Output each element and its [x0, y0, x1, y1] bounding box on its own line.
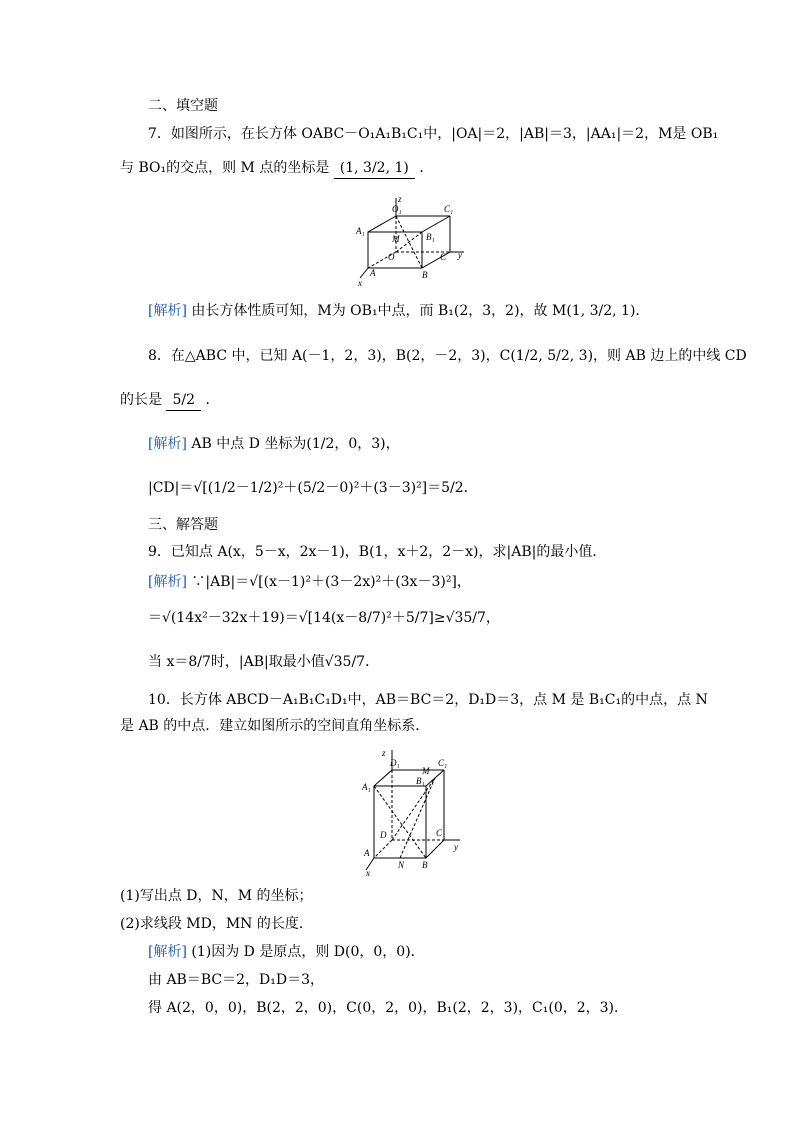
q10-line2: 是 AB 的中点．建立如图所示的空间直角坐标系． [120, 718, 430, 734]
q10-part2: (2)求线段 MD，MN 的长度． [120, 916, 313, 932]
q7-answer: (1, 3/2, 1) [334, 158, 415, 179]
q9-solution-1 [148, 572, 471, 592]
q7-line2-prefix: 与 BO₁的交点，则 M 点的坐标是 [120, 160, 330, 176]
fig2-label-b: B [422, 860, 428, 870]
q10-solution-1-text: (1)因为 D 是原点，则 D(0，0，0)． [191, 944, 425, 960]
fig1-label-m: M [392, 234, 400, 244]
q7-solution-text: 由长方体性质可知，M为 OB₁中点，而 B₁(2，3，2)，故 M(1, 3/2, 1)． [191, 303, 650, 319]
q8-answer: 5/2 [166, 390, 201, 411]
q8-line2 [120, 390, 219, 411]
fig2-label-c1: C₁ [438, 758, 448, 768]
q9-line1: 9．已知点 A(x，5－x，2x－1)，B(1，x＋2，2－x)，求|AB|的最小值． [148, 544, 607, 560]
fig2-label-d: D [380, 830, 387, 840]
fig1-label-z: z [398, 194, 402, 204]
q10-solution-1 [148, 942, 425, 962]
q9-solution-tag: [解析] [148, 574, 187, 590]
fig1-label-y: y [458, 250, 462, 260]
fig1-label-b1: B₁ [426, 232, 435, 242]
q10-solution-3: 得 A(2，0，0)，B(2，2，0)，C(0，2，0)，B₁(2，2，3)，C₁(0，2，3)． [148, 1000, 629, 1016]
q9-solution-2: ＝√(14x²－32x＋19)＝√[14(x－8/7)²＋5/7]≥√35/7， [148, 610, 500, 626]
q8-line2-prefix: 的长是 [120, 392, 162, 408]
q7-line2-suffix: ． [419, 160, 434, 176]
fig2-label-a: A [364, 848, 370, 858]
section-fill-blank: 二、填空题 [148, 98, 218, 114]
q10-solution-tag: [解析] [148, 944, 187, 960]
fig1-label-o: O [388, 252, 395, 262]
cuboid-figure-2 [360, 744, 470, 878]
fig2-label-y: y [454, 842, 458, 852]
q7-line2 [120, 158, 433, 179]
q8-line2-suffix: ． [205, 392, 220, 408]
fig2-label-x: x [366, 868, 370, 878]
fig1-label-c1: C₁ [444, 204, 454, 214]
fig2-label-c: C [436, 828, 443, 838]
q7-solution [148, 301, 649, 321]
q8-solution-1-text: AB 中点 D 坐标为(1/2，0，3)， [191, 436, 400, 452]
fig1-label-o1: O₁ [392, 204, 402, 214]
fig1-label-b: B [422, 270, 428, 280]
fig1-label-a: A [370, 268, 376, 278]
q7-solution-tag: [解析] [148, 303, 187, 319]
fig2-label-z: z [382, 748, 386, 758]
q9-solution-1-text: ∵|AB|＝√[(x－1)²＋(3－2x)²＋(3x－3)²]， [191, 574, 471, 590]
fig1-label-x: x [358, 278, 362, 288]
q8-solution-2: |CD|＝√[(1/2－1/2)²＋(5/2－0)²＋(3－3)²]＝5/2． [148, 480, 478, 496]
q7-line1: 7．如图所示，在长方体 OABC－O₁A₁B₁C₁中，|OA|＝2，|AB|＝3，|AA₁|＝2，M是 OB₁ [148, 126, 719, 142]
q10-line1: 10．长方体 ABCD－A₁B₁C₁D₁中，AB＝BC＝2，D₁D＝3，点 M 是 B₁C₁的中点，点 N [148, 692, 708, 708]
section-answer: 三、解答题 [148, 517, 218, 533]
fig2-label-d1: D₁ [390, 758, 400, 768]
cuboid-figure-1 [352, 192, 472, 288]
fig2-label-a1: A₁ [362, 782, 371, 792]
q8-line1: 8．在△ABC 中，已知 A(－1，2，3)，B(2，－2，3)，C(1/2, 5/2, 3)，则 AB 边上的中线 CD [148, 348, 747, 364]
q8-solution-tag: [解析] [148, 436, 187, 452]
q10-solution-2: 由 AB＝BC＝2，D₁D＝3， [148, 972, 324, 988]
q8-solution-1 [148, 434, 400, 454]
q10-part1: (1)写出点 D，N，M 的坐标； [120, 888, 313, 904]
q9-solution-3: 当 x＝8/7时，|AB|取最小值√35/7． [148, 654, 380, 670]
fig1-label-a1: A₁ [356, 226, 365, 236]
fig2-label-m: M [422, 766, 430, 776]
fig2-label-n: N [398, 860, 405, 870]
fig1-label-c: C [440, 252, 447, 262]
fig2-label-b1: B₁ [416, 776, 425, 786]
